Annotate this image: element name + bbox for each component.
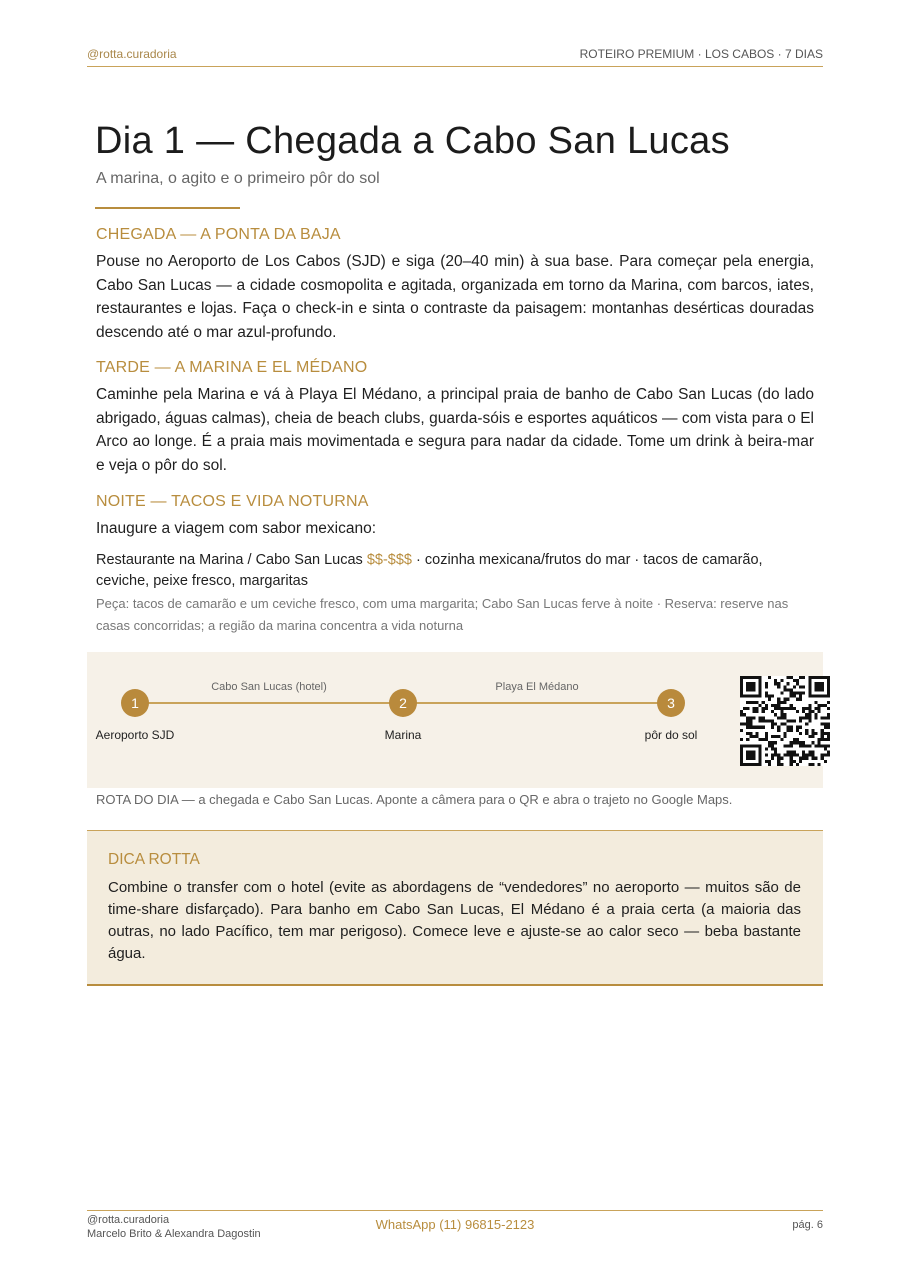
route-map-panel: [87, 652, 823, 788]
title-divider: [95, 207, 240, 209]
route-leg-label-1: Cabo San Lucas (hotel): [211, 681, 327, 693]
route-stop-label-2: Marina: [384, 728, 422, 742]
header-handle: @rotta.curadoria: [87, 47, 177, 61]
route-stop-1: 1: [121, 689, 149, 717]
route-stop-2: 2: [389, 689, 417, 717]
footer-whatsapp-link[interactable]: WhatsApp (11) 96815-2123: [375, 1217, 535, 1232]
header-guide-title: ROTEIRO PREMIUM · LOS CABOS · 7 DIAS: [579, 47, 823, 61]
day-title: Dia 1 — Chegada a Cabo San Lucas: [95, 120, 730, 162]
restaurant-line: [96, 550, 814, 592]
restaurant-name: Restaurante na Marina / Cabo San Lucas: [96, 552, 363, 568]
section-text-arrival: Pouse no Aeroporto de Los Cabos (SJD) e siga (20–40 min) à sua base. Para começar pela energia, Cabo San Lucas — a cidade cosmopolita e agitada, organizada em torno da Marina, com barcos, iates, restaurantes e lojas. Faça o check-in e sinta o contraste da paisagem: montanhas desérticas douradas descendo até o mar azul-profundo.: [96, 253, 814, 341]
section-text-afternoon: Caminhe pela Marina e vá à Playa El Médano, a principal praia de banho de Cabo San Lucas (do lado abrigado, águas calmas), cheia de beach clubs, guarda-sóis e esportes aquáticos — com vista para o El Arco ao longe. É a praia mais movimentada e segura para nadar da cidade. Tome um drink à beira-mar e veja o pôr do sol.: [96, 386, 814, 474]
footer-authors: Marcelo Brito & Alexandra Dagostin: [87, 1228, 261, 1240]
section-heading-night: NOITE — TACOS E VIDA NOTURNA: [96, 493, 369, 510]
qr-code-icon[interactable]: [740, 676, 830, 766]
day-subtitle: A marina, o agito e o primeiro pôr do sol: [96, 170, 380, 187]
section-text-night: Inaugure a viagem com sabor mexicano:: [96, 520, 377, 537]
page-header: [87, 44, 823, 67]
footer-handle: @rotta.curadoria: [87, 1214, 170, 1226]
tip-title: DICA ROTTA: [108, 851, 200, 868]
restaurant-price: $$-$$$: [366, 552, 412, 568]
restaurant-details: · cozinha mexicana/frutos do mar · tacos de camarão, ceviche, peixe fresco, margaritas: [96, 552, 763, 589]
restaurant-note: Peça: tacos de camarão e um ceviche fresco, com uma margarita; Cabo San Lucas ferve à noite · Reserva: reserve nas casas concorridas; a região da marina concentra a vida noturna: [96, 596, 789, 633]
section-heading-arrival: CHEGADA — A PONTA DA BAJA: [96, 226, 341, 243]
tip-text: Combine o transfer com o hotel (evite as abordagens de “vendedores” no aeroporto — muitos são de time-share disfarçado). Para banho em Cabo San Lucas, El Médano é a praia certa (a maioria das outras, no lado Pacífico, tem mar perigoso). Comece leve e ajuste-se ao calor seco — beba bastante água.: [108, 879, 801, 962]
route-stop-label-1: Aeroporto SJD: [95, 728, 175, 742]
footer-page-number: pág. 6: [792, 1219, 823, 1231]
route-leg-label-2: Playa El Médano: [495, 681, 579, 693]
route-stop-label-3: pôr do sol: [644, 728, 698, 742]
section-heading-afternoon: TARDE — A MARINA E EL MÉDANO: [96, 359, 368, 376]
route-stop-3: 3: [657, 689, 685, 717]
page-footer: [87, 1210, 823, 1251]
route-caption: ROTA DO DIA — a chegada e Cabo San Lucas. Aponte a câmera para o QR e abra o trajeto no Google Maps.: [96, 792, 733, 807]
tip-box: [87, 830, 823, 986]
